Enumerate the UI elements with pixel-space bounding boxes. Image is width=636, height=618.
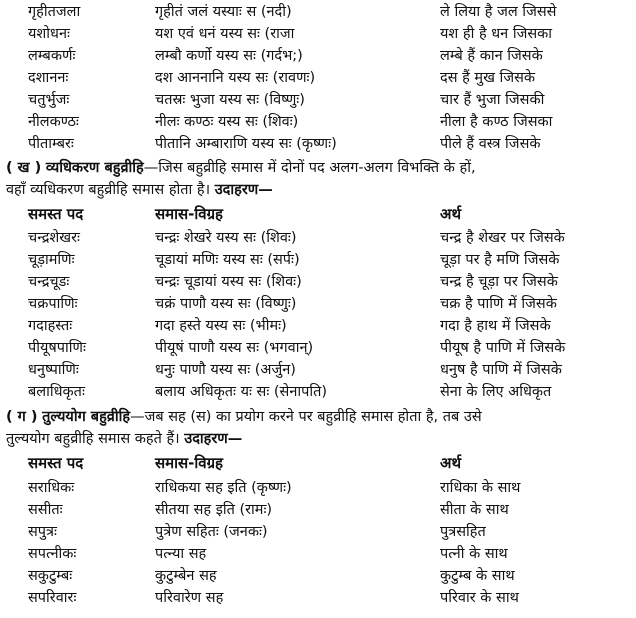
samas-vigrah: दश आननानि यस्य सः (रावणः)	[155, 70, 316, 86]
table-header	[0, 456, 636, 478]
samasta-pad: दशाननः	[28, 70, 69, 86]
table-row	[0, 385, 636, 407]
samas-vigrah: चूडायां मणिः यस्य सः (सर्पः)	[155, 252, 300, 268]
arth: चार हैं भुजा जिसकी	[440, 92, 545, 108]
section-c-text-2: तुल्ययोग बहुव्रीहि समास कहते हैं।	[6, 431, 180, 447]
arth: ले लिया है जल जिससे	[440, 4, 557, 20]
samasta-pad: पीताम्बरः	[28, 136, 74, 152]
arth: धनुष है पाणि में जिसके	[440, 362, 562, 378]
table-row	[0, 275, 636, 297]
section-b-definition	[6, 161, 630, 176]
samasta-pad: चन्द्रशेखरः	[28, 230, 80, 246]
samas-vigrah: चन्द्रः शेखरे यस्य सः (शिवः)	[155, 230, 297, 246]
table-row	[0, 93, 636, 115]
table-row	[0, 547, 636, 569]
samasta-pad: सकुटुम्बः	[28, 568, 73, 584]
arth: पुत्रसहित	[440, 524, 486, 540]
samasta-pad: नीलकण्ठः	[28, 114, 79, 130]
samas-vigrah: चन्द्रः चूडायां यस्य सः (शिवः)	[155, 274, 302, 290]
samas-vigrah: लम्बौ कर्णो यस्य सः (गर्दभ;)	[155, 48, 303, 64]
table-header	[0, 207, 636, 229]
samasta-pad: धनुष्पाणिः	[28, 362, 79, 378]
table-row	[0, 49, 636, 71]
table-row	[0, 5, 636, 27]
column-header: समास-विग्रह	[155, 205, 224, 223]
samas-vigrah: गृहीतं जलं यस्याः स (नदी)	[155, 4, 292, 20]
samas-vigrah: यश एवं धनं यस्य सः (राजा	[155, 26, 295, 42]
arth: दस हैं मुख जिसके	[440, 70, 536, 86]
samas-vigrah: चतस्रः भुजा यस्य सः (विष्णुः)	[155, 92, 305, 108]
arth: परिवार के साथ	[440, 590, 519, 606]
table-row	[0, 503, 636, 525]
section-c-heading: तुल्ययोग बहुव्रीहि	[42, 409, 131, 425]
section-b-heading: व्यधिकरण बहुव्रीहि	[45, 160, 144, 176]
samasta-pad: चक्रपाणिः	[28, 296, 78, 312]
samas-vigrah: परिवारेण सह	[155, 590, 224, 606]
samas-vigrah: चक्रं पाणौ यस्य सः (विष्णुः)	[155, 296, 297, 312]
samasta-pad: बलाधिकृतः	[28, 384, 85, 400]
samas-vigrah: गदा हस्ते यस्य सः (भीमः)	[155, 318, 287, 334]
column-header: समास-विग्रह	[155, 454, 224, 472]
samasta-pad: चूड़ामणिः	[28, 252, 75, 268]
arth: लम्बे हैं कान जिसके	[440, 48, 543, 64]
arth: सेना के लिए अधिकृत	[440, 384, 552, 400]
arth: सीता के साथ	[440, 502, 509, 518]
table-row	[0, 481, 636, 503]
section-b-definition-line2	[6, 183, 630, 198]
samas-vigrah: कुटुम्बेन सह	[155, 568, 217, 584]
table-row	[0, 525, 636, 547]
section-b-text-2: वहाँ व्यधिकरण बहुव्रीहि समास होता है।	[6, 182, 211, 198]
section-c-marker: ( ग )	[6, 409, 38, 425]
table-row	[0, 591, 636, 613]
samas-vigrah: नीलः कण्ठः यस्य सः (शिवः)	[155, 114, 299, 130]
arth: चन्द्र है चूड़ा पर जिसके	[440, 274, 558, 290]
samasta-pad: गदाहस्तः	[28, 318, 73, 334]
table-row	[0, 297, 636, 319]
section-c-definition-line2	[6, 432, 630, 447]
arth: राधिका के साथ	[440, 480, 521, 496]
arth: चूड़ा पर है मणि जिसके	[440, 252, 560, 268]
table-row	[0, 27, 636, 49]
arth: चक्र है पाणि में जिसके	[440, 296, 557, 312]
section-b-text: —जिस बहुव्रीहि समास में दोनों पद अलग-अलग विभक्ति के हों,	[143, 160, 476, 176]
table-row	[0, 71, 636, 93]
samas-vigrah: बलाय अधिकृतः यः सः (सेनापति)	[155, 384, 328, 400]
arth: पीयूष है पाणि में जिसके	[440, 340, 566, 356]
section-b-marker: ( ख )	[6, 160, 42, 176]
arth: कुटुम्ब के साथ	[440, 568, 515, 584]
samasta-pad: लम्बकर्णः	[28, 48, 76, 64]
samas-vigrah: धनुः पाणौ यस्य सः (अर्जुन)	[155, 362, 296, 378]
samas-vigrah: पीतानि अम्बाराणि यस्य सः (कृष्णः)	[155, 136, 337, 152]
samas-vigrah: सीतया सह इति (रामः)	[155, 502, 273, 518]
arth: पत्नी के साथ	[440, 546, 508, 562]
arth: नीला है कण्ठ जिसका	[440, 114, 553, 130]
samas-vigrah: पुत्रेण सहितः (जनकः)	[155, 524, 268, 540]
samasta-pad: सपरिवारः	[28, 590, 77, 606]
table-row	[0, 569, 636, 591]
table-row	[0, 363, 636, 385]
samas-vigrah: पीयूषं पाणौ यस्य सः (भगवान्)	[155, 340, 314, 356]
samasta-pad: चन्द्रचूडः	[28, 274, 70, 290]
section-c-definition	[6, 410, 630, 425]
arth: गदा है हाथ में जिसके	[440, 318, 551, 334]
samasta-pad: सपुत्रः	[28, 524, 57, 540]
table-row	[0, 115, 636, 137]
samasta-pad: पीयूषपाणिः	[28, 340, 86, 356]
example-label: उदाहरण—	[214, 182, 273, 198]
example-label: उदाहरण—	[184, 431, 243, 447]
table-row	[0, 341, 636, 363]
arth: यश ही है धन जिसका	[440, 26, 553, 42]
table-row	[0, 231, 636, 253]
table-row	[0, 253, 636, 275]
samasta-pad: गृहीतजला	[28, 4, 81, 20]
samasta-pad: चतुर्भुजः	[28, 92, 70, 108]
column-header: अर्थ	[440, 454, 462, 472]
arth: चन्द्र है शेखर पर जिसके	[440, 230, 565, 246]
samas-vigrah: पत्न्या सह	[155, 546, 207, 562]
column-header: समस्त पद	[28, 205, 84, 223]
samasta-pad: यशोधनः	[28, 26, 70, 42]
samasta-pad: सपत्नीकः	[28, 546, 77, 562]
samasta-pad: ससीतः	[28, 502, 63, 518]
table-row	[0, 319, 636, 341]
arth: पीले हैं वस्त्र जिसके	[440, 136, 541, 152]
section-c-text: —जब सह (स) का प्रयोग करने पर बहुव्रीहि समास होता है, तब उसे	[130, 409, 482, 425]
samas-vigrah: राधिकया सह इति (कृष्णः)	[155, 480, 292, 496]
column-header: समस्त पद	[28, 454, 84, 472]
table-row	[0, 137, 636, 159]
column-header: अर्थ	[440, 205, 462, 223]
samasta-pad: सराधिकः	[28, 480, 75, 496]
